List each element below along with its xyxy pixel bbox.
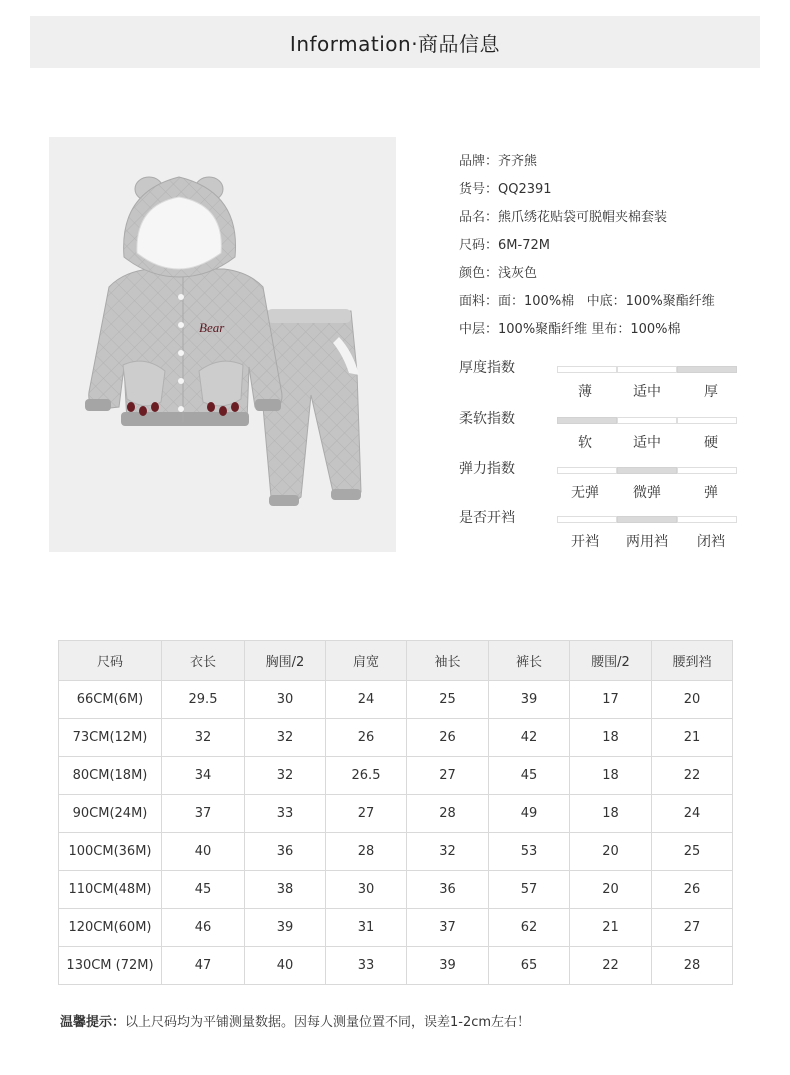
table-row (59, 719, 733, 757)
table-cell: 90CM(24M) (59, 795, 162, 833)
rating-thickness (459, 357, 759, 407)
column-header: 袖长 (407, 641, 489, 681)
column-header: 裤长 (489, 641, 570, 681)
table-cell: 65 (489, 947, 570, 985)
table-cell: 120CM(60M) (59, 909, 162, 947)
table-cell: 31 (326, 909, 407, 947)
table-cell: 21 (570, 909, 652, 947)
table-cell: 32 (245, 719, 326, 757)
table-cell: 34 (162, 757, 245, 795)
info-label: 品名： (459, 210, 499, 225)
table-cell: 40 (245, 947, 326, 985)
table-cell: 40 (162, 833, 245, 871)
info-value: 面：100%棉 中底：100%聚酯纤维 (498, 294, 715, 309)
table-cell: 36 (407, 871, 489, 909)
info-value: QQ2391 (498, 182, 552, 197)
table-cell: 20 (570, 871, 652, 909)
rating-option: 无弹 (571, 485, 599, 501)
table-cell: 42 (489, 719, 570, 757)
table-cell: 130CM (72M) (59, 947, 162, 985)
table-cell: 27 (326, 795, 407, 833)
rating-label: 厚度指数 (459, 360, 515, 376)
info-row-size (459, 234, 759, 262)
table-cell: 33 (245, 795, 326, 833)
table-cell: 39 (245, 909, 326, 947)
table-cell: 18 (570, 757, 652, 795)
rating-option: 弹 (704, 485, 718, 501)
table-cell: 21 (652, 719, 733, 757)
rating-segment-selected (677, 366, 737, 373)
table-cell: 25 (652, 833, 733, 871)
hood-shape (124, 177, 236, 277)
info-label: 品牌： (459, 154, 499, 169)
table-cell: 80CM(18M) (59, 757, 162, 795)
rating-option: 适中 (633, 384, 661, 400)
column-header: 腰围/2 (570, 641, 652, 681)
table-row (59, 871, 733, 909)
info-value: 6M-72M (498, 238, 550, 253)
info-row-brand (459, 150, 759, 178)
info-label: 颜色： (459, 266, 499, 281)
rating-label: 弹力指数 (459, 461, 515, 477)
jacket-shape (85, 269, 282, 426)
rating-option: 薄 (578, 384, 592, 400)
table-cell: 110CM(48M) (59, 871, 162, 909)
table-row (59, 757, 733, 795)
info-value: 100%聚酯纤维 里布：100%棉 (498, 322, 681, 337)
info-value: 熊爪绣花贴袋可脱帽夹棉套装 (498, 210, 668, 225)
table-cell: 17 (570, 681, 652, 719)
tip-label: 温馨提示： (60, 1015, 126, 1030)
table-cell: 66CM(6M) (59, 681, 162, 719)
info-row-product-name (459, 206, 759, 234)
table-cell: 28 (652, 947, 733, 985)
rating-label: 柔软指数 (459, 411, 515, 427)
table-cell: 49 (489, 795, 570, 833)
rating-segment-selected (617, 467, 677, 474)
rating-option: 微弹 (633, 485, 661, 501)
section-header (30, 16, 760, 68)
rating-segment (557, 467, 617, 474)
table-cell: 39 (407, 947, 489, 985)
rating-segment (557, 366, 617, 373)
table-cell: 26 (652, 871, 733, 909)
baby-outfit-illustration (49, 137, 396, 552)
embroidery-text: Bear (199, 320, 225, 335)
info-label: 面料： (459, 294, 499, 309)
table-row (59, 795, 733, 833)
table-cell: 24 (326, 681, 407, 719)
info-label: 尺码： (459, 238, 499, 253)
table-row (59, 909, 733, 947)
table-header-row (59, 641, 733, 681)
column-header: 衣长 (162, 641, 245, 681)
table-cell: 53 (489, 833, 570, 871)
table-cell: 37 (162, 795, 245, 833)
rating-segment (677, 516, 737, 523)
table-cell: 73CM(12M) (59, 719, 162, 757)
table-cell: 28 (407, 795, 489, 833)
info-row-middle-layer (459, 318, 759, 346)
table-cell: 20 (652, 681, 733, 719)
info-value: 浅灰色 (498, 266, 538, 281)
table-cell: 45 (162, 871, 245, 909)
table-cell: 26.5 (326, 757, 407, 795)
table-cell: 45 (489, 757, 570, 795)
rating-segment (617, 366, 677, 373)
rating-crotch (459, 507, 759, 557)
rating-softness (459, 408, 759, 458)
rating-segment (677, 467, 737, 474)
column-header: 尺码 (59, 641, 162, 681)
table-cell: 33 (326, 947, 407, 985)
table-cell: 27 (652, 909, 733, 947)
table-cell: 32 (245, 757, 326, 795)
info-row-item-number (459, 178, 759, 206)
column-header: 胸围/2 (245, 641, 326, 681)
table-cell: 46 (162, 909, 245, 947)
table-cell: 22 (570, 947, 652, 985)
tip-text: 以上尺码均为平铺测量数据。因每人测量位置不同，误差1-2cm左右！ (125, 1015, 531, 1030)
rating-segment (677, 417, 737, 424)
info-row-color (459, 262, 759, 290)
info-row-fabric (459, 290, 759, 318)
rating-option: 适中 (633, 435, 661, 451)
table-cell: 18 (570, 719, 652, 757)
table-cell: 20 (570, 833, 652, 871)
rating-segment (557, 516, 617, 523)
table-cell: 36 (245, 833, 326, 871)
table-cell: 29.5 (162, 681, 245, 719)
product-photo (49, 137, 396, 552)
rating-segment-selected (617, 516, 677, 523)
rating-elasticity (459, 458, 759, 508)
table-cell: 27 (407, 757, 489, 795)
table-cell: 30 (326, 871, 407, 909)
info-label: 货号： (459, 182, 499, 197)
rating-option: 两用裆 (626, 534, 668, 550)
product-info (459, 150, 759, 346)
size-table (58, 640, 733, 985)
table-cell: 32 (407, 833, 489, 871)
measurement-tip (60, 1011, 530, 1030)
rating-option: 厚 (704, 384, 718, 400)
rating-option: 闭裆 (697, 534, 725, 550)
table-cell: 24 (652, 795, 733, 833)
table-cell: 28 (326, 833, 407, 871)
info-label: 中层： (459, 322, 499, 337)
table-cell: 62 (489, 909, 570, 947)
table-cell: 26 (326, 719, 407, 757)
rating-label: 是否开裆 (459, 510, 515, 526)
table-row (59, 947, 733, 985)
table-cell: 32 (162, 719, 245, 757)
table-cell: 100CM(36M) (59, 833, 162, 871)
column-header: 肩宽 (326, 641, 407, 681)
table-cell: 22 (652, 757, 733, 795)
rating-option: 软 (578, 435, 592, 451)
rating-segment (617, 417, 677, 424)
table-row (59, 681, 733, 719)
info-value: 齐齐熊 (498, 154, 538, 169)
table-cell: 25 (407, 681, 489, 719)
table-cell: 47 (162, 947, 245, 985)
table-cell: 30 (245, 681, 326, 719)
section-title: Information·商品信息 (289, 31, 501, 56)
table-cell: 38 (245, 871, 326, 909)
table-cell: 57 (489, 871, 570, 909)
rating-segment-selected (557, 417, 617, 424)
rating-option: 硬 (704, 435, 718, 451)
table-cell: 18 (570, 795, 652, 833)
column-header: 腰到裆 (652, 641, 733, 681)
table-cell: 39 (489, 681, 570, 719)
table-cell: 26 (407, 719, 489, 757)
table-row (59, 833, 733, 871)
rating-option: 开裆 (571, 534, 599, 550)
table-cell: 37 (407, 909, 489, 947)
